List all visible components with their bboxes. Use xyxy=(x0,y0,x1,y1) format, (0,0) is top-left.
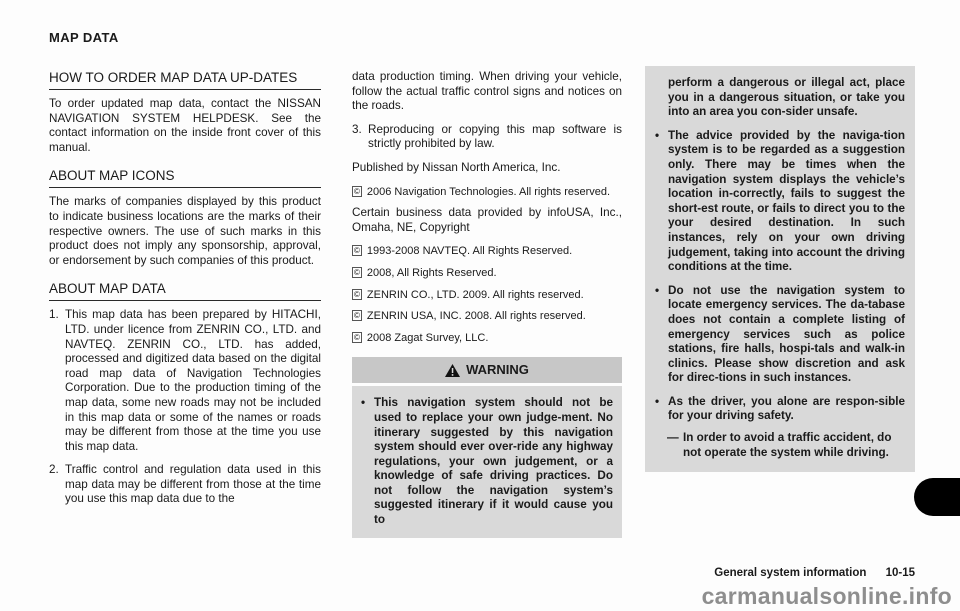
warning-bullet-text: As the driver, you alone are respon-sible for your driving safety. xyxy=(668,394,905,423)
numbered-item-3 xyxy=(352,123,622,152)
warning-sub-item xyxy=(667,431,905,460)
copyright-line xyxy=(352,288,622,303)
numbered-item-1 xyxy=(49,308,321,454)
paragraph-continuation: data production timing. When driving your vehicle, follow the actual traffic control signs and notices on the roads. xyxy=(352,70,622,113)
item-number: 3. xyxy=(352,122,362,136)
bullet-marker: • xyxy=(655,283,660,297)
item-text: Traffic control and regulation data used in this map data may be different from those at the time you use this map data due to the xyxy=(65,463,321,506)
warning-bullet-item xyxy=(361,396,613,527)
bullet-marker: • xyxy=(655,128,660,142)
warning-box xyxy=(352,357,622,537)
warning-header xyxy=(352,357,622,383)
bullet-marker: • xyxy=(655,394,660,408)
warning-bullet-text: Do not use the navigation system to locate emergency services. The da-tabase does not contain a complete listing of emergency services such as police stations, fire halls, hospi-tals and walk-in clinics. Please show discretion and ask for direc-tions in such instances. xyxy=(668,283,905,385)
column-left xyxy=(49,70,321,516)
copyright-text: ZENRIN USA, INC. 2008. All rights reserved. xyxy=(366,310,586,323)
copyright-line xyxy=(352,185,622,200)
warning-title: WARNING xyxy=(466,362,529,378)
section-heading-map-icons: ABOUT MAP ICONS xyxy=(49,168,321,188)
page-title: MAP DATA xyxy=(49,30,119,45)
copyright-symbol-icon: © xyxy=(354,289,360,299)
bullet-marker-empty xyxy=(655,76,668,120)
copyright-text: 2006 Navigation Technologies. All rights reserved. xyxy=(366,185,611,198)
copyright-symbol-icon: © xyxy=(354,311,360,321)
chapter-tab-marker xyxy=(914,478,960,516)
copyright-line xyxy=(352,309,622,324)
item-number: 1. xyxy=(49,308,59,322)
warning-bullet-text: The advice provided by the naviga-tion system is to be regarded as a suggestion only. There may be times when the navigation system displays the vehicle’s location in-correctly, fails to suggest the short-est route, or fails to direct you to the your desired destination. In such instances, rely on your own driving judgement, taking into account the driving conditions at the time. xyxy=(668,128,905,274)
published-line: Published by Nissan North America, Inc. xyxy=(352,160,561,174)
warning-sub-item-text: In order to avoid a traffic accident, do not operate the system while driving. xyxy=(683,431,892,459)
warning-bullet-item xyxy=(655,284,905,386)
warning-bullet-item xyxy=(655,395,905,424)
numbered-item-2 xyxy=(49,463,321,507)
item-text: This map data has been prepared by HITACHI, LTD. under licence from ZENRIN CO., LTD. and NAVTEQ. ZENRIN CO., LTD. has added, processed and digitized data based on the digital road map data of Navigation Technologies Corporation. Due to the production timing of the map data, some new roads may not be included in this map data or some of the names or roads may be different from those at the time you use this map data. xyxy=(65,308,321,453)
watermark-text: carmanualsonline.info xyxy=(701,583,952,609)
column-middle xyxy=(352,70,622,538)
copyright-symbol-icon: © xyxy=(354,267,360,277)
warning-bullet-text: This navigation system should not be used to replace your own judge-ment. No itinerary suggested by this navigation system should ever over-ride any highway regulations, your own judgement, or a knowledge of safe driving practices. Do not follow the navigation system’s suggested itinerary if it would cause you to xyxy=(374,396,613,527)
bullet-marker: • xyxy=(361,396,366,410)
copyright-text: 2008, All Rights Reserved. xyxy=(366,266,497,279)
copyright-line xyxy=(352,266,622,281)
item-number: 2. xyxy=(49,463,59,477)
section-heading-order-updates: HOW TO ORDER MAP DATA UP-DATES xyxy=(49,70,321,90)
copyright-symbol-icon: © xyxy=(354,186,360,196)
warning-bullet-text: perform a dangerous or illegal act, place you in a dangerous situation, or take you into an area you con-sider unsafe. xyxy=(668,76,905,119)
warning-bullet-item xyxy=(655,129,905,275)
business-data-note: Certain business data provided by infoUSA, Inc., Omaha, NE, Copyright xyxy=(352,206,622,234)
copyright-symbol-icon: © xyxy=(354,246,360,256)
warning-body xyxy=(352,386,622,537)
copyright-symbol-icon: © xyxy=(354,332,360,342)
copyright-line xyxy=(352,244,622,259)
warning-continuation-box xyxy=(645,66,915,472)
paragraph-map-icons: The marks of companies displayed by this product to indicate business locations are the marks of their respective owners. The use of such marks in this product does not imply any sponsorship, approval, or endorsement by such companies of this product. xyxy=(49,195,321,267)
paragraph-order-updates: To order updated map data, contact the NISSAN NAVIGATION SYSTEM HELPDESK. See the contact information on the inside front cover of this manual. xyxy=(49,97,321,154)
dash-marker: — xyxy=(667,431,679,445)
item-text: Reproducing or copying this map software is strictly prohibited by law. xyxy=(368,122,622,151)
footer-page-number: 10-15 xyxy=(885,567,915,579)
footer-section-title: General system information xyxy=(714,567,867,579)
page-footer xyxy=(714,567,915,579)
warning-icon xyxy=(445,364,460,377)
warning-continuation-item xyxy=(655,76,905,120)
copyright-text: 1993-2008 NAVTEQ. All Rights Reserved. xyxy=(366,245,573,258)
copyright-text: 2008 Zagat Survey, LLC. xyxy=(366,331,489,344)
section-heading-map-data: ABOUT MAP DATA xyxy=(49,281,321,301)
copyright-text: ZENRIN CO., LTD. 2009. All rights reserved. xyxy=(366,288,584,301)
copyright-line xyxy=(352,331,622,346)
